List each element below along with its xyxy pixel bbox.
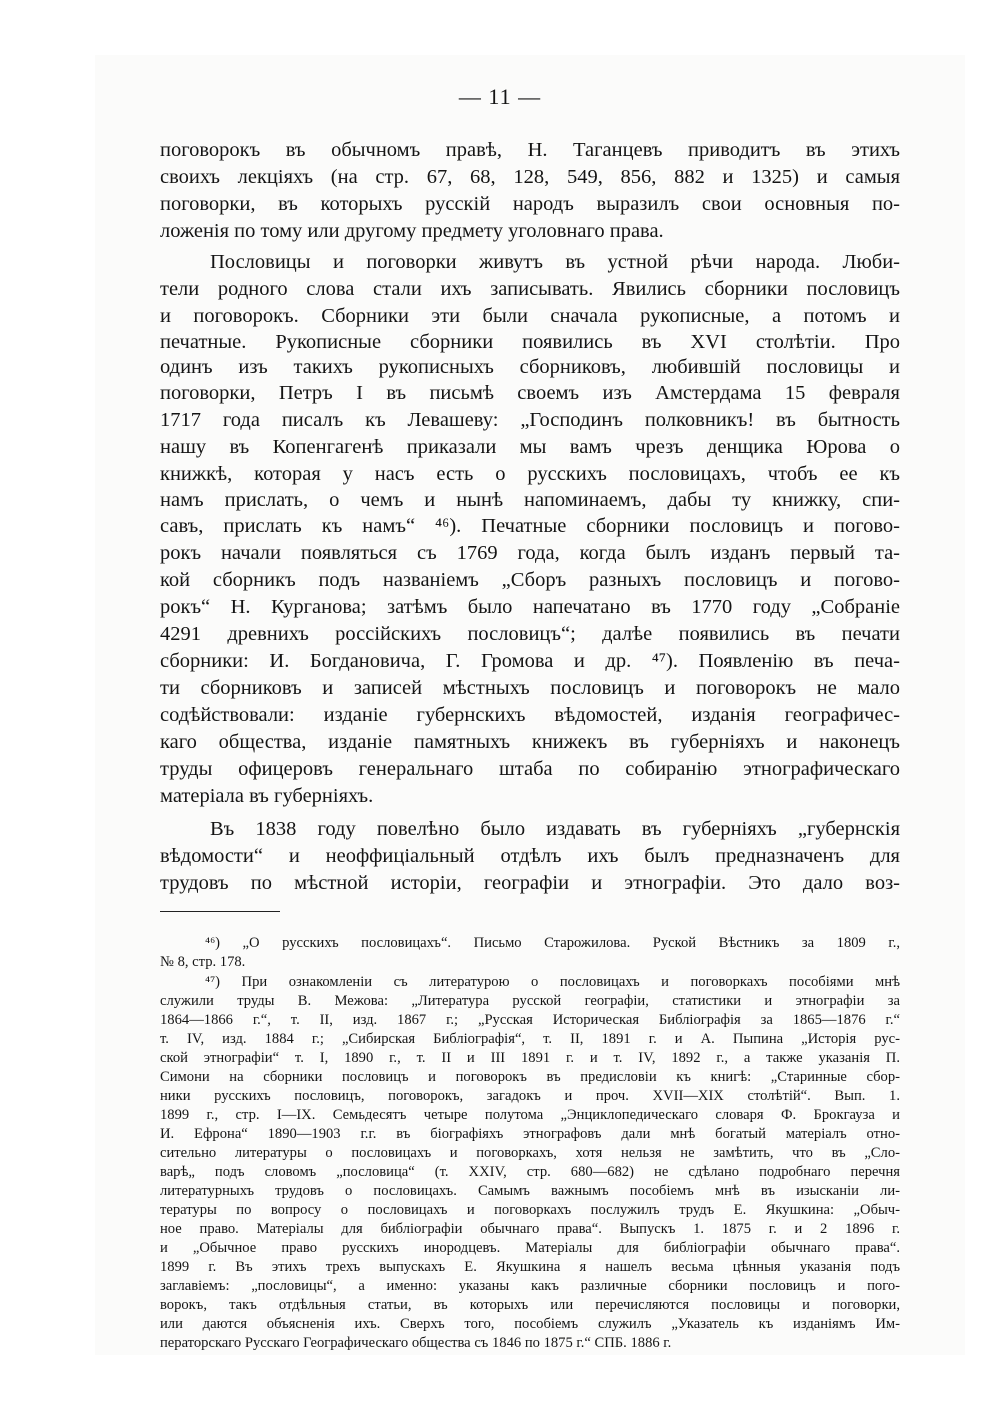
footnote-line: 1899 г., стр. I—IX. Семьдесятъ четыре полутома „Энциклопедическаго словаря Ф. Брокгауза и <box>160 1107 900 1123</box>
body-line: рокъ начали появляться съ 1769 года, когда былъ изданъ первый та- <box>160 542 900 564</box>
footnote-line: 1899 г. Въ этихъ трехъ выпускахъ Е. Якушкина я нашелъ весьма цѣнныя указанія подъ <box>160 1259 900 1275</box>
body-line: поговорокъ въ обычномъ правѣ, Н. Таганцевъ приводитъ въ этихъ <box>160 139 900 161</box>
body-line: поговорки, въ которыхъ русскій народъ выразилъ свои основныя по- <box>160 193 900 215</box>
body-line: савъ, прислать къ намъ“ ⁴⁶). Печатные сборники пословицъ и погово- <box>160 515 900 537</box>
footnote-line: ⁴⁶) „О русскихъ пословицахъ“. Письмо Старожилова. Руской Вѣстникъ за 1809 г., <box>205 935 900 951</box>
body-line: труды офицеровъ генеральнаго штаба по собиранію этнографическаго <box>160 758 900 780</box>
body-line: намъ прислать, о чемъ и нынѣ напоминаемъ, дабы ту книжку, спи- <box>160 489 900 511</box>
body-line: печатные. Рукописные сборники появились въ XVI столѣтіи. Про <box>160 331 900 353</box>
footnote-line: ники русскихъ пословицъ, поговорокъ, загадокъ и проч. XVII—XIX столѣтій“. Вып. 1. <box>160 1088 900 1104</box>
footnote-line: заглавіемъ: „пословицы“, а именно: указаны какъ различные сборники пословицъ и пого- <box>160 1278 900 1294</box>
footnote-line: № 8, стр. 178. <box>160 954 246 970</box>
footnote-line: литературныхъ трудовъ о пословицахъ. Самымъ важнымъ пособіемъ мнѣ въ изысканіи ли- <box>160 1183 900 1199</box>
footnote-line: тературы по вопросу о пословицахъ и поговоркахъ послужилъ трудъ Е. Якушкина: „Обыч- <box>160 1202 900 1218</box>
body-line: тели родного слова стали ихъ записывать. Явились сборники пословицъ <box>160 278 900 300</box>
body-line: поговорки, Петръ I въ письмѣ своемъ изъ Амстердама 15 февраля <box>160 382 900 404</box>
body-line: матеріала въ губерніяхъ. <box>160 785 374 807</box>
body-line: кой сборникъ подъ названіемъ „Сборъ разныхъ пословицъ и погово- <box>160 569 900 591</box>
footnote-line: Симони на сборники пословицъ и поговорокъ въ предисловіи къ книгѣ: „Старинные сбор- <box>160 1069 900 1085</box>
page-number: — 11 — <box>458 84 542 109</box>
body-line: каго общества, изданіе памятныхъ книжекъ въ губерніяхъ и наконецъ <box>160 731 900 753</box>
body-line: Пословицы и поговорки живутъ въ устной рѣчи народа. Люби- <box>210 251 900 273</box>
body-line: нашу въ Копенгагенѣ приказали мы вамъ чрезъ денщика Юрова о <box>160 436 900 458</box>
body-line: сборники: И. Богдановича, Г. Громова и др. ⁴⁷). Появленію въ печа- <box>160 650 900 672</box>
body-line: ложенія по тому или другому предмету уголовнаго права. <box>160 220 664 242</box>
footnote-line: ворокъ, такъ отдѣльныя статьи, въ которыхъ или перечисляются пословицы и поговорки, <box>160 1297 900 1313</box>
body-line: 1717 года писалъ къ Левашеву: „Господинъ полковникъ! въ бытность <box>160 409 900 431</box>
footnote-line: сительно литературы о пословицахъ и поговоркахъ, хотя нельзя не замѣтить, что въ „Сло- <box>160 1145 900 1161</box>
footnote-line: ⁴⁷) При ознакомленіи съ литературою о пословицахъ и поговоркахъ пособіями мнѣ <box>205 974 900 990</box>
footnote-line: т. IV, изд. 1884 г.; „Сибирская Библіографія“, т. II, 1891 г. и А. Пыпина „Исторія рус- <box>160 1031 900 1047</box>
body-line: 4291 древнихъ россійскихъ пословицъ“; далѣе появились въ печати <box>160 623 900 645</box>
footnote-line: ской этнографіи“ т. I, 1890 г., т. II и III 1891 г. и т. IV, 1892 г., а также указанія П. <box>160 1050 900 1066</box>
body-line: вѣдомости“ и неоффиціальный отдѣлъ ихъ былъ предназначенъ для <box>160 845 900 867</box>
body-line: содѣйствовали: изданіе губернскихъ вѣдомостей, изданія географичес- <box>160 704 900 726</box>
footnote-separator <box>160 911 280 912</box>
footnote-line: или даются объясненія ихъ. Сверхъ того, пособіемъ служилъ „Указатель къ изданіямъ Им- <box>160 1316 900 1332</box>
body-line: Въ 1838 году повелѣно было издавать въ губерніяхъ „губернскія <box>210 818 900 840</box>
body-line: одинъ изъ такихъ рукописныхъ сборниковъ, любившій пословицы и <box>160 356 900 378</box>
body-line: рокъ“ Н. Курганова; затѣмъ было напечатано въ 1770 году „Собраніе <box>160 596 900 618</box>
footnote-line: ператорскаго Русскаго Географическаго общества съ 1846 по 1875 г.“ СПБ. 1886 г. <box>160 1335 672 1351</box>
body-line: своихъ лекціяхъ (на стр. 67, 68, 128, 549, 856, 882 и 1325) и самыя <box>160 166 900 188</box>
body-line: книжкѣ, которая у насъ есть о русскихъ пословицахъ, чтобъ ее къ <box>160 463 900 485</box>
footnote-line: варѣ„ подъ словомъ „пословица“ (т. XXIV, стр. 680—682) не сдѣлано подробнаго перечня <box>160 1164 900 1180</box>
footnote-line: И. Ефрона“ 1890—1903 г.г. въ біографіяхъ этнографовъ дали мнѣ богатый матеріалъ отно- <box>160 1126 900 1142</box>
footnote-line: 1864—1866 г.“, т. II, изд. 1867 г.; „Русская Историческая Библіографія за 1865—1876 г.“ <box>160 1012 900 1028</box>
footnote-line: служили труды В. Межова: „Литература русской географіи, статистики и этнографіи за <box>160 993 900 1009</box>
body-line: ти сборниковъ и записей мѣстныхъ пословицъ и поговорокъ не мало <box>160 677 900 699</box>
body-line: и поговорокъ. Сборники эти были сначала рукописные, а потомъ и <box>160 305 900 327</box>
footnote-line: и „Обычное право русскихъ инородцевъ. Матеріалы для библіографіи обычнаго права“. <box>160 1240 900 1256</box>
body-line: трудовъ по мѣстной исторіи, географіи и этнографіи. Это дало воз- <box>160 872 900 894</box>
footnote-line: ное право. Матеріалы для библіографіи обычнаго права“. Выпускъ 1. 1875 г. и 2 1896 г. <box>160 1221 900 1237</box>
